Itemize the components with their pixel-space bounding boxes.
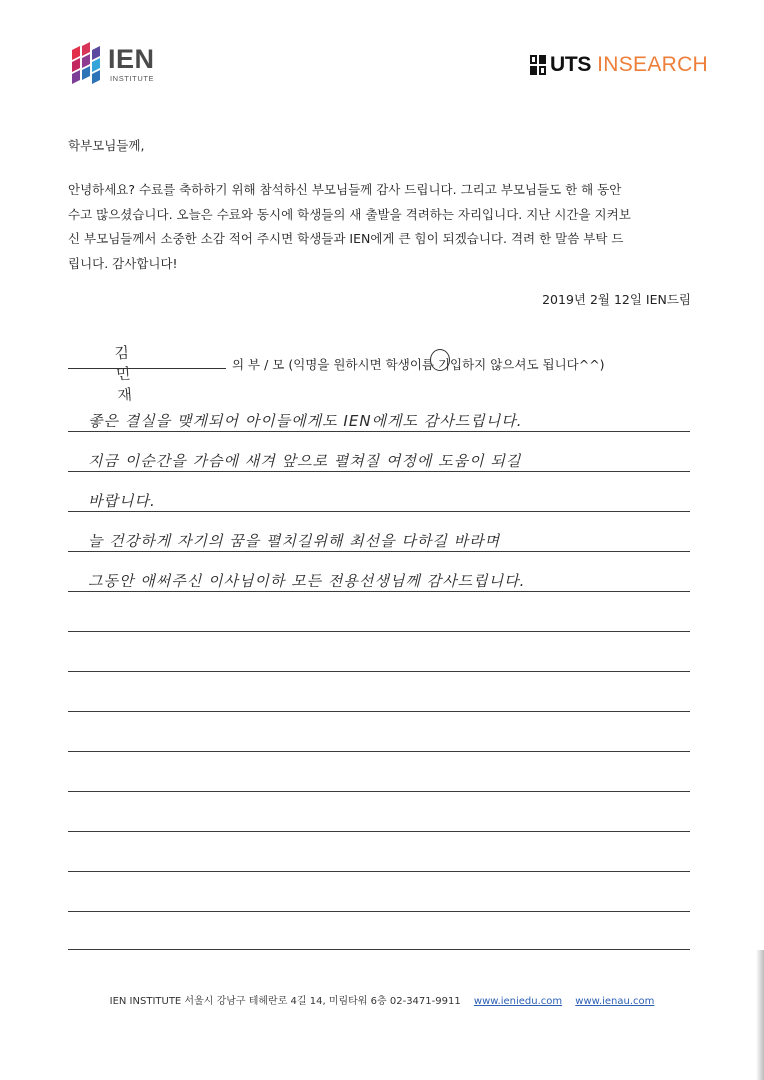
date-signature: 2019년 2월 12일 IEN드림 [542, 292, 691, 307]
uts-logo-text: UTS [550, 53, 592, 76]
writing-line [68, 791, 690, 792]
handwritten-line: 바랍니다. [88, 492, 156, 510]
parent-choice-label: 의 부 / 모 (익명을 원하시면 학생이름 기입하지 않으셔도 됩니다^^) [232, 357, 605, 372]
footer-link-ieniedu[interactable]: www.ieniedu.com [473, 996, 563, 1007]
message-line: 신 부모님들께서 소중한 소감 적어 주시면 학생들과 IEN에게 큰 힘이 되겠습니다. 격려 한 말씀 부탁 드 [68, 231, 624, 246]
greeting: 학부모님들께, [68, 138, 145, 153]
writing-line [68, 511, 690, 512]
handwritten-line: 지금 이순간을 가슴에 새겨 앞으로 펼쳐질 여정에 도움이 되길 [88, 452, 522, 470]
uts-insearch-logo [530, 52, 708, 78]
writing-line [68, 831, 690, 832]
writing-line [68, 431, 690, 432]
handwritten-line: 그동안 애써주신 이사님이하 모든 전용선생님께 감사드립니다. [88, 572, 526, 590]
ien-logo-mark-icon [72, 42, 104, 86]
writing-line [68, 471, 690, 472]
message-line: 안녕하세요? 수료를 축하하기 위해 참석하신 부모님들께 감사 드립니다. 그리고 부모님들도 한 해 동안 [68, 182, 622, 197]
writing-line [68, 631, 690, 632]
writing-line [68, 671, 690, 672]
handwritten-line: 좋은 결실을 맺게되어 아이들에게도 IEN에게도 감사드립니다. [88, 412, 523, 430]
student-name-handwritten: 김민재 [113, 343, 133, 405]
scan-edge-shadow [756, 950, 764, 1080]
writing-line [68, 551, 690, 552]
footer-link-ienau[interactable]: www.ienau.com [575, 996, 655, 1007]
footer [0, 992, 764, 1007]
ien-institute-logo [72, 42, 192, 88]
footer-address: IEN INSTITUTE 서울시 강남구 테헤란로 4길 14, 미림타워 6층 02-3471-9911 [109, 996, 461, 1007]
writing-line [68, 871, 690, 872]
handwritten-line: 늘 건강하게 자기의 꿈을 펼치길위해 최선을 다하길 바라며 [88, 532, 501, 550]
writing-line [68, 949, 690, 950]
uts-logo-mark-icon [530, 55, 546, 75]
writing-line [68, 911, 690, 912]
writing-line [68, 711, 690, 712]
name-underline [68, 368, 226, 369]
ien-logo-subtext: INSTITUTE [110, 74, 155, 83]
circled-choice-mark [430, 349, 450, 371]
message-line: 립니다. 감사합니다! [68, 255, 178, 271]
message-line: 수고 많으셨습니다. 오늘은 수료와 동시에 학생들의 새 출발을 격려하는 자리입니다. 지난 시간을 지켜보 [68, 206, 631, 222]
ien-logo-text: IEN [108, 44, 155, 74]
letter-message [68, 178, 708, 276]
writing-line [68, 751, 690, 752]
writing-line [68, 591, 690, 592]
insearch-logo-text: INSEARCH [597, 53, 709, 76]
